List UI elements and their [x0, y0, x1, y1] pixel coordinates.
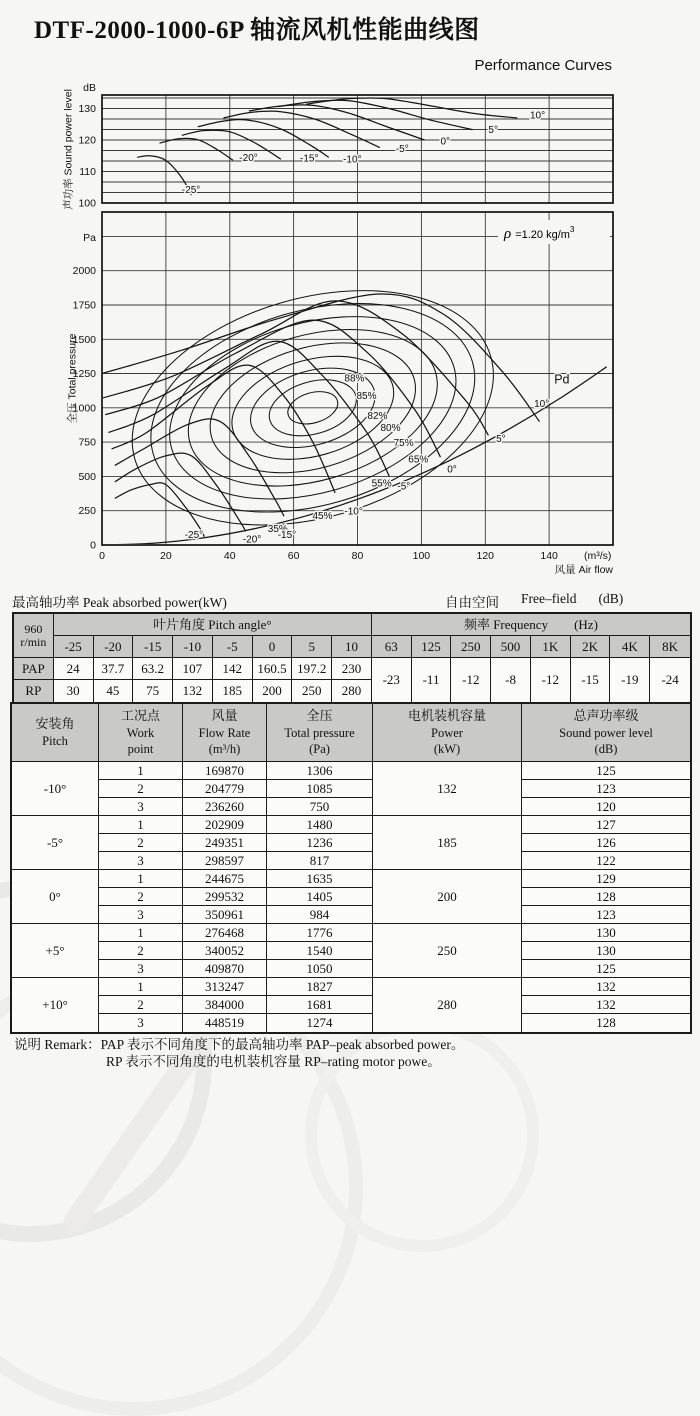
pitch-angle-cell: +10°	[12, 978, 99, 1032]
header-line: Work	[126, 725, 155, 740]
work-point-cell: 2	[99, 834, 183, 852]
frequency-band-label: 8K	[650, 636, 690, 658]
sound-level-cell: 132	[522, 996, 690, 1014]
header-line: 总声功率级	[573, 707, 639, 723]
rp-value: 30	[54, 680, 94, 702]
free-field-unit: (dB)	[598, 591, 624, 606]
sound-level-cell: 132	[522, 978, 690, 996]
pitch-angle-value: 5	[292, 636, 332, 658]
pitch-angle-value: -20	[94, 636, 134, 658]
efficiency-label: 65%	[408, 454, 429, 466]
flow-rate-cell: 244675	[183, 870, 267, 888]
sound-level-cell: 130	[522, 942, 690, 960]
pitch-angle-value: -5	[213, 636, 253, 658]
pap-value: 63.2	[133, 658, 173, 680]
band-sound-level-value: -12	[451, 658, 491, 702]
frequency-band-label: 125	[412, 636, 452, 658]
total-pressure-cell: 1635	[267, 870, 373, 888]
total-pressure-cell: 1405	[267, 888, 373, 906]
total-pressure-cell: 1236	[267, 834, 373, 852]
work-point-cell: 3	[99, 906, 183, 924]
sound-level-cell: 122	[522, 852, 690, 870]
work-point-cell: 1	[99, 870, 183, 888]
x-tick-label: 100	[412, 550, 431, 562]
pitch-curve-label: 10°	[534, 398, 550, 410]
sound-level-cell: 128	[522, 888, 690, 906]
pitch-angle-cell: +5°	[12, 924, 99, 978]
column-header	[183, 704, 267, 762]
x-axis-title: 风量 Air flow	[554, 564, 613, 576]
efficiency-label: 45%	[312, 510, 333, 522]
total-pressure-cell: 1681	[267, 996, 373, 1014]
pitch-curve-label: -25°	[184, 530, 204, 541]
flow-rate-cell: 236260	[183, 798, 267, 816]
free-field-en: Free–field	[521, 591, 577, 606]
header-line: (m³/h)	[208, 741, 241, 756]
pap-value: 230	[332, 658, 372, 680]
column-header	[522, 704, 690, 762]
performance-charts-svg	[0, 80, 700, 585]
free-field-zh: 自由空间	[445, 595, 499, 610]
header-line: Flow Rate	[198, 725, 251, 740]
sound-chart-y-axis-title: 声功率 Sound power level	[62, 89, 75, 210]
peak-power-caption: 最高轴功率 Peak absorbed power(kW)	[12, 595, 227, 610]
flow-unit-label: (m³/s)	[584, 550, 612, 562]
flow-rate-cell: 313247	[183, 978, 267, 996]
work-point-cell: 2	[99, 780, 183, 798]
pitch-angle-value: -25	[54, 636, 94, 658]
x-tick-label: 140	[540, 550, 558, 562]
total-pressure-cell: 1306	[267, 762, 373, 780]
fan-speed-cell	[14, 614, 54, 658]
flow-rate-cell: 169870	[183, 762, 267, 780]
sound-curve-label: 5°	[488, 125, 498, 137]
column-header	[12, 704, 99, 762]
frequency-band-label: 2K	[571, 636, 611, 658]
rp-row-label: RP	[14, 680, 54, 702]
remark-block	[14, 1036, 464, 1070]
header-line: 风量	[211, 707, 238, 723]
frequency-unit: (Hz)	[574, 616, 598, 632]
rp-value: 250	[292, 680, 332, 702]
sound-level-cell: 120	[522, 798, 690, 816]
header-line: (kW)	[433, 741, 461, 756]
motor-power-cell: 132	[373, 762, 522, 816]
band-sound-level-value: -15	[571, 658, 611, 702]
pitch-angle-cell: 0°	[12, 870, 99, 924]
total-pressure-cell: 817	[267, 852, 373, 870]
total-pressure-cell: 1540	[267, 942, 373, 960]
frequency-header	[372, 614, 690, 636]
work-point-cell: 3	[99, 960, 183, 978]
rp-value: 185	[213, 680, 253, 702]
remark-prefix: 说明 Remark：	[14, 1037, 101, 1052]
y-tick-label: 2000	[72, 265, 96, 278]
header-line: 安装角	[35, 715, 75, 731]
y-tick-label: 500	[78, 470, 96, 483]
sound-curve-label: 10°	[530, 110, 546, 122]
pap-value: 107	[173, 658, 213, 680]
header-line: 工况点	[120, 707, 160, 723]
flow-rate-cell: 276468	[183, 924, 267, 942]
x-tick-label: 40	[223, 550, 236, 562]
efficiency-label: 85%	[356, 390, 377, 402]
pitch-curve-label: -10°	[344, 506, 363, 518]
frequency-band-label: 500	[491, 636, 531, 658]
sound-curve-label: -20°	[239, 152, 258, 164]
x-tick-label: 120	[476, 550, 495, 562]
sound-curve	[249, 105, 425, 140]
rp-value: 45	[94, 680, 134, 702]
flow-rate-cell: 298597	[183, 852, 267, 870]
efficiency-label: 88%	[344, 373, 365, 385]
y-tick-label: 1250	[72, 368, 96, 381]
pitch-curve	[115, 483, 204, 537]
sound-curve	[182, 130, 281, 159]
pitch-curve	[102, 301, 488, 435]
pitch-curve-label: 0°	[447, 464, 457, 476]
frequency-band-label: 250	[451, 636, 491, 658]
y-tick-label: 750	[78, 436, 96, 449]
column-header	[373, 704, 522, 762]
header-line: (dB)	[594, 741, 618, 756]
speed-value: 960	[24, 621, 43, 636]
header-line: 全压	[306, 707, 333, 723]
total-pressure-cell: 1827	[267, 978, 373, 996]
remark-line2: RP 表示不同角度的电机装机容量 RP–rating motor powe。	[106, 1054, 441, 1069]
y-tick-label: 1500	[72, 333, 96, 346]
rp-value: 75	[133, 680, 173, 702]
speed-unit: r/min	[20, 634, 47, 649]
flow-rate-cell: 249351	[183, 834, 267, 852]
pitch-angle-value: -15	[133, 636, 173, 658]
rho-symbol: ρ	[504, 226, 512, 242]
band-sound-level-value: -19	[610, 658, 650, 702]
band-sound-level-value: -24	[661, 672, 679, 688]
work-point-cell: 3	[99, 852, 183, 870]
header-line: Total pressure	[284, 725, 355, 740]
frequency-band-label: 63	[372, 636, 412, 658]
work-point-cell: 2	[99, 996, 183, 1014]
column-header	[267, 704, 373, 762]
efficiency-label: 82%	[367, 410, 388, 422]
total-pressure-cell: 1050	[267, 960, 373, 978]
pitch-curve	[102, 294, 540, 422]
x-tick-label: 20	[160, 550, 172, 562]
sound-level-cell: 126	[522, 834, 690, 852]
band-sound-level-value: -12	[531, 658, 571, 702]
flow-rate-cell: 340052	[183, 942, 267, 960]
flow-rate-cell: 409870	[183, 960, 267, 978]
frequency-header-label: 频率 Frequency	[463, 616, 549, 632]
pitch-angle-cell: -10°	[12, 762, 99, 816]
total-pressure-cell: 1480	[267, 816, 373, 834]
y-tick-label: 100	[78, 197, 96, 210]
y-tick-label: 120	[78, 134, 96, 147]
flow-rate-cell: 384000	[183, 996, 267, 1014]
pitch-curve-label: 5°	[496, 434, 506, 446]
rp-value: 132	[173, 680, 213, 702]
flow-rate-cell: 350961	[183, 906, 267, 924]
sound-level-cell: 129	[522, 870, 690, 888]
header-line: Power	[431, 725, 463, 740]
rp-value: 200	[253, 680, 293, 702]
sound-level-cell: 130	[522, 924, 690, 942]
pap-value: 197.2	[292, 658, 332, 680]
flow-rate-cell: 299532	[183, 888, 267, 906]
pitch-curve	[115, 419, 284, 516]
sound-curve	[198, 120, 329, 158]
pressure-unit-label: Pa	[83, 232, 96, 244]
column-header	[99, 704, 183, 762]
efficiency-label: 35%	[267, 523, 288, 535]
charts-region	[0, 80, 700, 590]
y-tick-label: 1750	[72, 299, 96, 312]
x-tick-label: 80	[351, 550, 364, 562]
efficiency-label: 75%	[393, 438, 414, 450]
remark-line1	[14, 1036, 464, 1053]
rho-superscript: 3	[569, 225, 575, 234]
work-point-cell: 3	[99, 1014, 183, 1032]
x-tick-label: 0	[99, 550, 105, 562]
band-sound-level-value: -8	[491, 658, 531, 702]
pitch-angle-cell: -5°	[12, 816, 99, 870]
efficiency-label: 80%	[380, 423, 401, 435]
sound-curve	[160, 138, 233, 160]
y-tick-label: 250	[78, 505, 96, 518]
pitch-angle-value: 10	[332, 636, 372, 658]
header-line: Pitch	[42, 733, 68, 748]
pap-row-label: PAP	[14, 658, 54, 680]
pressure-chart-y-axis-title: 全压 Total pressure	[66, 333, 79, 424]
flow-rate-cell: 202909	[183, 816, 267, 834]
motor-power-cell: 185	[373, 816, 522, 870]
pap-value: 37.7	[94, 658, 134, 680]
pitch-curve-label: -15°	[277, 530, 297, 541]
sound-level-cell: 128	[596, 1015, 616, 1031]
header-line: (Pa)	[309, 741, 330, 756]
motor-power-cell: 200	[373, 870, 522, 924]
sound-level-cell: 125	[522, 960, 690, 978]
header-line: point	[127, 741, 154, 756]
efficiency-label: 55%	[371, 478, 392, 490]
pitch-curve-label: -5°	[397, 481, 411, 493]
y-tick-label: 0	[90, 539, 96, 552]
sound-curve-label: -25°	[181, 184, 201, 196]
pitch-curve-label: -20°	[242, 534, 262, 546]
pap-value: 142	[213, 658, 253, 680]
subtitle-performance-curves: Performance Curves	[474, 57, 612, 74]
pitch-angle-value: -10	[173, 636, 213, 658]
total-pressure-cell: 1776	[267, 924, 373, 942]
page-title: DTF-2000-1000-6P 轴流风机性能曲线图	[34, 17, 480, 44]
work-point-cell: 2	[99, 942, 183, 960]
pd-label: Pd	[554, 372, 570, 387]
free-field-caption	[445, 591, 623, 611]
total-pressure-cell: 1274	[267, 1014, 373, 1032]
band-sound-level-value: -11	[412, 658, 452, 702]
rho-value: =1.20 kg/m	[515, 229, 570, 241]
sound-level-cell: 123	[522, 906, 690, 924]
sound-level-cell: 125	[522, 762, 690, 780]
y-tick-label: 130	[78, 103, 96, 115]
performance-data-table	[10, 702, 692, 1034]
x-tick-label: 60	[287, 550, 300, 562]
band-sound-level-value: -23	[372, 658, 412, 702]
total-pressure-cell: 750	[267, 798, 373, 816]
peak-power-frequency-table	[12, 612, 692, 704]
work-point-cell: 3	[99, 798, 183, 816]
header-line: Sound power level	[559, 725, 653, 740]
flow-rate-cell: 448519	[183, 1014, 267, 1032]
sound-level-cell: 123	[522, 780, 690, 798]
sound-curve-label: 0°	[440, 136, 451, 148]
rp-value: 280	[332, 680, 372, 702]
pap-value: 24	[54, 658, 94, 680]
y-tick-label: 1000	[72, 402, 96, 415]
total-pressure-cell: 984	[267, 906, 373, 924]
pitch-angle-value: 0	[253, 636, 293, 658]
sound-unit-label: dB	[83, 82, 96, 94]
motor-power-cell: 280	[373, 978, 522, 1032]
sound-curve-label: -5°	[395, 144, 409, 155]
work-point-cell: 2	[99, 888, 183, 906]
total-pressure-cell: 1085	[267, 780, 373, 798]
work-point-cell: 1	[99, 924, 183, 942]
sound-curve-label: -15°	[300, 153, 319, 165]
frequency-band-label: 4K	[610, 636, 650, 658]
flow-rate-cell: 204779	[183, 780, 267, 798]
y-tick-label: 110	[79, 166, 96, 178]
sound-level-cell: 127	[522, 816, 690, 834]
pitch-angle-header: 叶片角度 Pitch angle°	[54, 614, 372, 636]
work-point-cell: 1	[99, 816, 183, 834]
pd-curve	[102, 367, 607, 545]
motor-power-cell: 250	[373, 924, 522, 978]
work-point-cell: 1	[99, 978, 183, 996]
frequency-band-label: 1K	[531, 636, 571, 658]
remark-text1: PAP 表示不同角度下的最高轴功率 PAP–peak absorbed power。	[100, 1037, 465, 1052]
pap-value: 160.5	[253, 658, 293, 680]
sound-curve-label: -10°	[343, 154, 362, 166]
header-line: 电机装机容量	[407, 707, 486, 723]
pitch-curve	[105, 320, 440, 457]
work-point-cell: 1	[99, 762, 183, 780]
